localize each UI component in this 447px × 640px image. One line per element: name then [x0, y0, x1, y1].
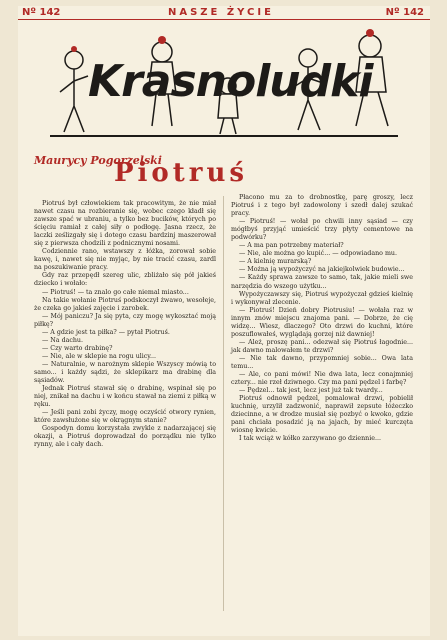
- issue-number-right: Nº 142: [385, 7, 424, 18]
- paragraph: Na takie wołanie Piotruś podskoczył żwawo, wesołeje, że czeka go jakieś zajęcie i zarobek.: [34, 296, 216, 312]
- paragraph: Płacono mu za to drobnostkę, parę groszy, lecz Piotruś i z tego był zadowolony i szedł dalej szukać pracy.: [231, 194, 413, 218]
- paragraph: — Każdy sprawa zawsze to samo, tak, jakie mieli swe narzędzia do wszego użytku...: [231, 274, 413, 290]
- paragraph: — A gdzie jest ta piłka? — pytał Piotruś.: [42, 328, 170, 336]
- issue-number-left: Nº 142: [22, 7, 61, 18]
- section-banner: [48, 26, 400, 144]
- paragraph: — Nie tak dawno, przypomniej sobie... Owa lata temu...: [231, 354, 413, 370]
- paragraph: — Ależ, proszę pani... odezwał się Piotruś łagodnie... jak dawno malowałem te drzwi?: [231, 338, 413, 354]
- story-title: Piotruś: [114, 158, 249, 188]
- paragraph: — Jeśli pani zobi życzy, mogę oczyścić otwory rynien, które zawsłużone się w okrągnym stanie?: [34, 409, 216, 425]
- paragraph: — Pędzel... tak jest, lecz jest już tak twardy...: [239, 387, 383, 395]
- paragraph: Gospodyn domu korzystała zwykle z nadarzającej się okazji, a Piotruś doprowadzał do porządku nie tylko rynny, ale i cały dach.: [34, 425, 216, 449]
- magazine-page: [18, 6, 430, 636]
- paragraph: — Na dachu.: [42, 336, 83, 344]
- paragraph: — Piotruś! Dzień dobry Piotrusiu! — wołała raz w innym znów miejscu znajoma pani. — Dobrze, że cię widzę... Wiesz, dlaczego? Oto drzwi do kuchni, które poszuflowałeś, wyglądają gorzej niż dawniej!: [231, 306, 413, 338]
- paragraph: Codziennie rano, wstawszy z łóżka, zorował sobie kawę, i, nawet się nie myjąc, by nie tracić czasu, zardl na poszukiwanie pracy.: [34, 248, 216, 272]
- magazine-title: NASZE ŻYCIE: [168, 7, 274, 18]
- page-header: [18, 6, 430, 20]
- banner-title: Krasnoludki: [88, 56, 373, 107]
- text-column-right: [231, 194, 413, 443]
- paragraph: Jednak Piotruś stawał się o drabinę, wspinał się po niej, znikał na dachu i w końcu stawał na ziemi z piłką w ręku.: [34, 385, 216, 409]
- paragraph: Wypożyczawszy się, Piotruś wypożyczał gdzieś kielnię i wykonywał zlecenie.: [231, 290, 413, 306]
- paragraph: — Nie, ale można go kupić... — odpowiadano mu.: [239, 250, 397, 258]
- column-divider: [223, 196, 224, 611]
- paragraph: — A kielnię murarską?: [239, 258, 312, 266]
- paragraph: Piotruś odnowił pędzel, pomalował drzwi, pobielił kuchnię, urzylił zadzwonić, naprawił zepsute łóżeczko dziecinne, a w drodze musiał się pozbyć o kwoko, gdzie pani chciała posadzić ją na jajach, by mieć kurczęta wiosnę kwicie.: [231, 395, 413, 435]
- paragraph: — Mój paniczu? Ja się pyta, czy mogę wykosztać moją piłkę?: [34, 312, 216, 328]
- paragraph: — Można ją wypożyczyć na jakiejkolwiek budowie...: [239, 266, 405, 274]
- paragraph: — Piotruś! — wołał po chwili inny sąsiad — czy mógłbyś przyjąć umieścić trzy płyty cementowe na podwórku?: [231, 218, 413, 242]
- paragraph: I tak wciąż w kółko zarzywano go dziennie...: [239, 435, 381, 443]
- paragraph: — Ale, co pani mówi! Nie dwa lata, lecz conajmniej cztery... nie rzeł dziwnego. Czy ma pani pędzel i farbę?: [231, 371, 413, 387]
- paragraph: — A ma pan potrzebny materiał?: [239, 242, 344, 250]
- header-rule: [18, 19, 430, 20]
- paragraph: — Piotruś! — ta znalo go całe niemal miasto...: [42, 288, 189, 296]
- paragraph: Piotruś był człowiekiem tak pracowitym, że nie miał nawet czasu na rozbieranie się, wobec czego kładł się zawsze spać w ubraniu, a tylko bez bucików, których po ścięciu ramiał z całej siły o podłogę. Jasna rzecz, że laczki ześlizgały się i dotego czasu bardzinj maszerował się z pierwsza chodzili z podnicznymi nosami.: [34, 200, 216, 248]
- author-name: Maurycy Pogorzelski: [34, 154, 162, 167]
- text-column-left: [34, 200, 216, 449]
- paragraph: — Naturalnie, w narożnym sklepie Wszyscy mówią to samo... i każdy sądzi, że sklepikarz ma drabinę dla sąsiadów.: [34, 360, 216, 385]
- paragraph: — Czy warto drabinę?: [42, 344, 113, 352]
- paragraph: Gdy raz przepędł szereg ulic, zbliżało się pół jakieś dziecko i wołało:: [34, 272, 216, 288]
- paragraph: — Nie, ale w sklepie na rogu ulicy...: [42, 352, 157, 360]
